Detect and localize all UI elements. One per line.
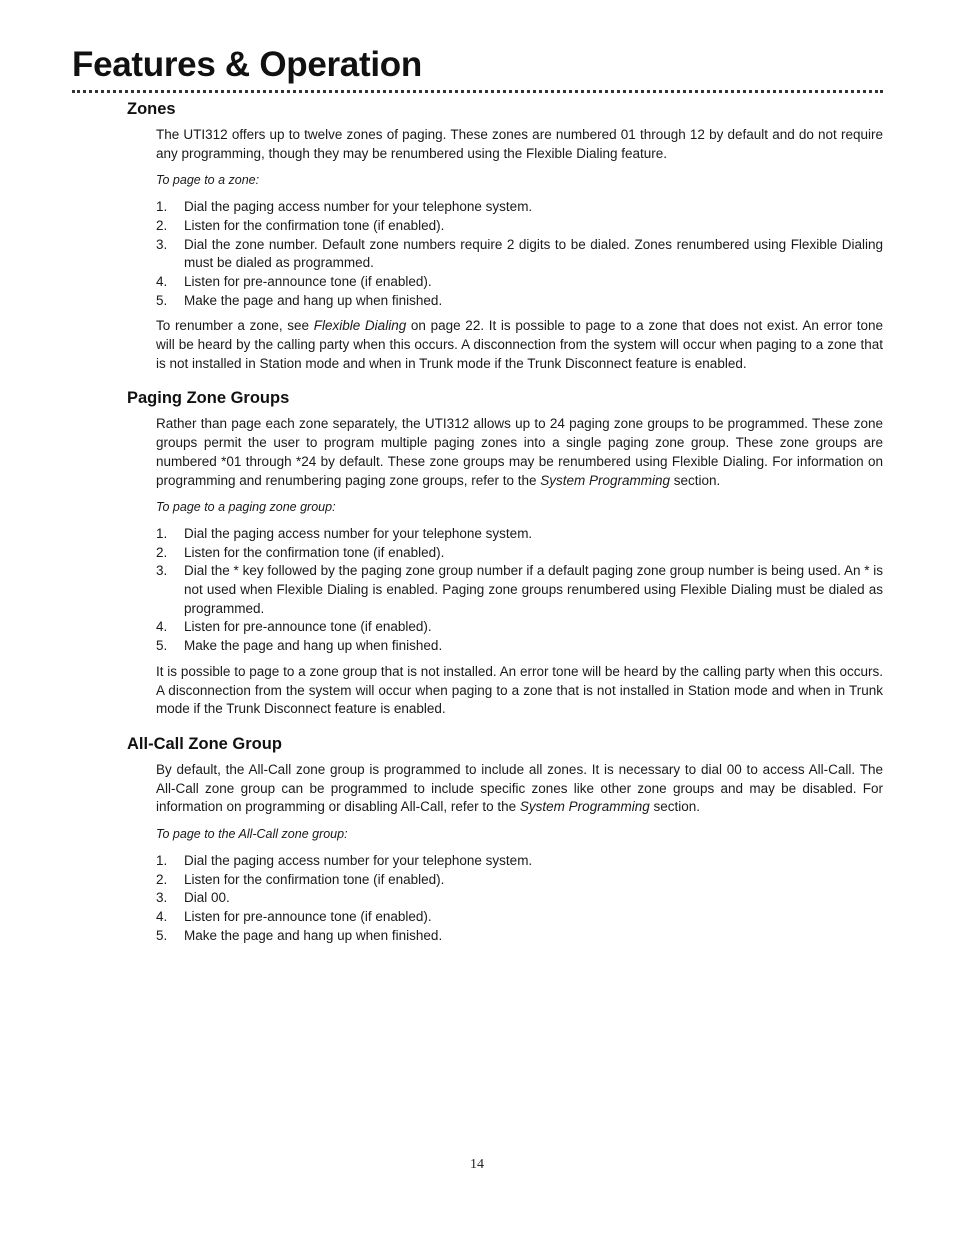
step-text: Listen for pre-announce tone (if enabled).: [184, 273, 432, 289]
step-text: Dial the * key followed by the paging zone group number if a default paging zone group number is being used. An * is not used when Flexible Dialing is enabled. Paging zone groups renumbered using Flexible Dialing must be dialed as programmed.: [184, 563, 883, 616]
step-item: [156, 889, 883, 908]
section-paging-zone-groups: [127, 387, 883, 719]
section-body: [156, 126, 883, 373]
step-item: [156, 618, 883, 637]
step-number: 5.: [156, 927, 168, 943]
step-text: Dial the zone number. Default zone numbers require 2 digits to be dialed. Zones renumbered using Flexible Dialing must be dialed as programmed.: [184, 236, 883, 271]
title-dotted-rule: [72, 90, 883, 93]
step-text: Dial the paging access number for your telephone system.: [184, 199, 533, 215]
step-text: Listen for the confirmation tone (if enabled).: [184, 217, 445, 233]
page-content: [127, 98, 883, 959]
step-number: 5.: [156, 638, 168, 654]
step-item: [156, 544, 883, 563]
step-text: Make the page and hang up when finished.: [184, 638, 443, 654]
page-number: 14: [470, 1157, 484, 1172]
step-text: Dial 00.: [184, 890, 230, 906]
italic-reference: System Programming: [519, 799, 650, 815]
steps-list: [156, 198, 883, 310]
text-run: section.: [649, 799, 700, 815]
step-item: [156, 871, 883, 890]
step-number: 2.: [156, 544, 168, 560]
step-text: Make the page and hang up when finished.: [184, 292, 443, 308]
step-number: 4.: [156, 908, 168, 924]
step-number: 3.: [156, 563, 168, 579]
step-item: [156, 927, 883, 946]
step-item: [156, 525, 883, 544]
body-paragraph: [156, 663, 883, 719]
text-run: It is possible to page to a zone group that is not installed. An error tone will be heard by the calling party when this occurs. A disconnection from the system will occur when paging to a zone that is not installed in Station mode and when in Trunk mode if the Trunk Disconnect feature is enabled.: [156, 663, 883, 717]
body-paragraph: [156, 761, 883, 817]
step-number: 3.: [156, 890, 168, 906]
italic-reference: System Programming: [540, 472, 671, 488]
section-zones: [127, 98, 883, 373]
steps-list: [156, 525, 883, 656]
steps-list: [156, 852, 883, 946]
text-run: Rather than page each zone separately, the UTI312 allows up to 24 paging zone groups to be programmed. These zone groups permit the user to program multiple paging zones into a single paging zone group. These zone groups are numbered *01 through *24 by default. These zone groups may be renumbered using Flexible Dialing. For information on programming and renumbering paging zone groups, refer to the: [156, 416, 883, 488]
step-item: [156, 217, 883, 236]
instruction-label: To page to a paging zone group:: [156, 500, 336, 515]
step-number: 5.: [156, 292, 168, 308]
step-text: Dial the paging access number for your telephone system.: [184, 852, 533, 868]
text-run: By default, the All-Call zone group is programmed to include all zones. It is necessary to dial 00 to access All-Call. The All-Call zone group can be programmed to include specific zones like other zone groups and may be disabled. For information on programming or disabling All-Call, refer to the: [156, 761, 883, 815]
section-heading: Zones: [127, 100, 176, 118]
instruction-label: To page to the All-Call zone group:: [156, 827, 348, 842]
step-text: Listen for pre-announce tone (if enabled).: [184, 908, 432, 924]
step-text: Listen for the confirmation tone (if enabled).: [184, 544, 445, 560]
section-body: [156, 761, 883, 945]
step-number: 3.: [156, 236, 168, 252]
step-number: 1.: [156, 852, 168, 868]
step-item: [156, 852, 883, 871]
step-text: Listen for the confirmation tone (if enabled).: [184, 871, 445, 887]
text-run: The UTI312 offers up to twelve zones of paging. These zones are numbered 01 through 12 by default and do not require any programming, though they may be renumbered using the Flexible Dialing feature.: [156, 127, 883, 161]
page-title: Features & Operation: [72, 45, 422, 84]
step-item: [156, 562, 883, 618]
section-heading: Paging Zone Groups: [127, 389, 290, 408]
italic-reference: Flexible Dialing: [313, 318, 407, 334]
instruction-label: To page to a zone:: [156, 173, 260, 188]
step-item: [156, 637, 883, 656]
step-number: 4.: [156, 273, 168, 289]
section-all-call-zone-group: [127, 733, 883, 945]
step-item: [156, 908, 883, 927]
step-number: 1.: [156, 525, 168, 541]
step-number: 2.: [156, 217, 168, 233]
text-run: on page 22. It is possible to page to a zone that does not exist. An error tone will be heard by the calling party when this occurs. A disconnection from the system will occur when paging to a zone that is not installed in Station mode and when in Trunk mode if the Trunk Disconnect feature is enabled.: [156, 318, 883, 371]
body-paragraph: [156, 415, 883, 490]
step-item: [156, 236, 883, 273]
step-text: Dial the paging access number for your telephone system.: [184, 525, 533, 541]
step-number: 4.: [156, 619, 168, 635]
body-paragraph: [156, 317, 883, 373]
body-paragraph: [156, 126, 883, 163]
step-item: [156, 198, 883, 217]
step-number: 2.: [156, 871, 168, 887]
section-body: [156, 415, 883, 719]
step-text: Make the page and hang up when finished.: [184, 927, 443, 943]
step-item: [156, 292, 883, 311]
section-heading: All-Call Zone Group: [127, 734, 282, 753]
text-run: section.: [670, 472, 721, 488]
step-item: [156, 273, 883, 292]
step-number: 1.: [156, 199, 168, 215]
text-run: To renumber a zone, see: [156, 318, 314, 334]
step-text: Listen for pre-announce tone (if enabled).: [184, 619, 432, 635]
